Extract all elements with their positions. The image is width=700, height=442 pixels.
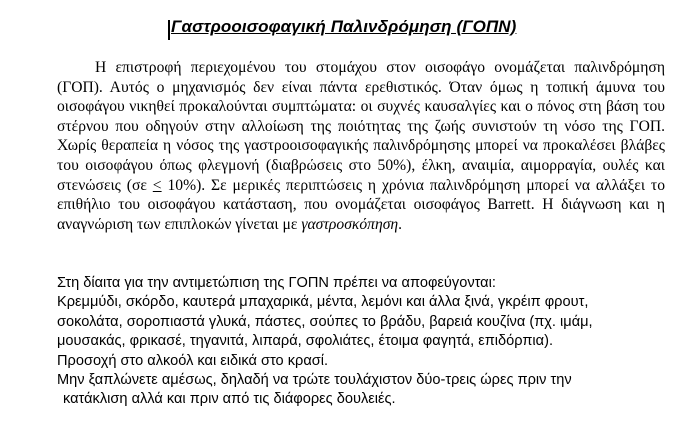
paragraph-end: . bbox=[398, 215, 403, 233]
intro-paragraph bbox=[57, 58, 665, 234]
gastroscopy-term: γαστροσκόπηση bbox=[301, 215, 399, 233]
list-line: Μην ξαπλώνετε αμέσως, δηλαδή να τρώτε τουλάχιστον δύο-τρεις ώρες πριν την bbox=[57, 372, 572, 389]
list-line: Προσοχή στο αλκοόλ και ειδικά στο κρασί. bbox=[57, 352, 329, 369]
paragraph-text-part2: 10%). Σε μερικές περιπτώσεις η χρόνια παλινδρόμηση μπορεί να αλλάξει το επιθήλιο του οισοφάγου κατάσταση, που ονομάζεται οισοφάγος Barrett. Η διάγνωση και η αναγνώριση των επιπλοκών γίνεται με bbox=[57, 176, 665, 233]
text-cursor bbox=[168, 20, 170, 40]
list-line: κατάκλιση αλλά και πριν από τις διάφορες δουλειές. bbox=[63, 391, 396, 408]
list-line: σοκολάτα, σοροπιαστά γλυκά, πάστες, σούπες το βράδυ, βαρειά κουζίνα (πχ. ιμάμ, bbox=[57, 313, 593, 330]
list-line: μουσακάς, φρικασέ, τηγανιτά, λιπαρά, σφολιάτες, έτοιμα φαγητά, επιδόρπια). bbox=[57, 333, 554, 350]
list-line: Στη δίαιτα για την αντιμετώπιση της ΓΟΠΝ πρέπει να αποφεύγονται: bbox=[57, 275, 496, 291]
document-title: Γαστροοισοφαγική Παλινδρόμηση (ΓΟΠΝ) bbox=[171, 17, 517, 36]
less-equal-symbol: < bbox=[152, 176, 162, 194]
list-line: Κρεμμύδι, σκόρδο, καυτερά μπαχαρικά, μέντα, λεμόνι και άλλα ξινά, γκρέιπ φρουτ, bbox=[57, 294, 589, 311]
paragraph-body bbox=[57, 58, 665, 234]
paragraph-text-part1: Η επιστροφή περιεχομένου του στομάχου στον οισοφάγο ονομάζεται παλινδρόμηση (ΓΟΠ). Αυτός ο μηχανισμός δεν είναι πάντα ερεθιστικός. Όταν όμως η τοπική άμυνα του οισοφάγου νικηθεί προκαλούνται συμπτώματα: οι συχνές καυσαλγίες και ο πόνος στη βάση του στέρνου που οδηγούν στην αλλοίωση της ποιότητας της ζωής συνιστούν τη νόσο της ΓΟΠ. Χωρίς θεραπεία η νόσος της γαστροοισοφαγικής παλινδρόμησης μπορεί να προκαλέσει βλάβες του οισοφάγου όπως φλεγμονή (διαβρώσεις στο 50%), έλκη, αναιμία, αιμορραγία, ουλές και στενώσεις (σε bbox=[57, 59, 665, 194]
diet-advice-list bbox=[57, 274, 677, 410]
